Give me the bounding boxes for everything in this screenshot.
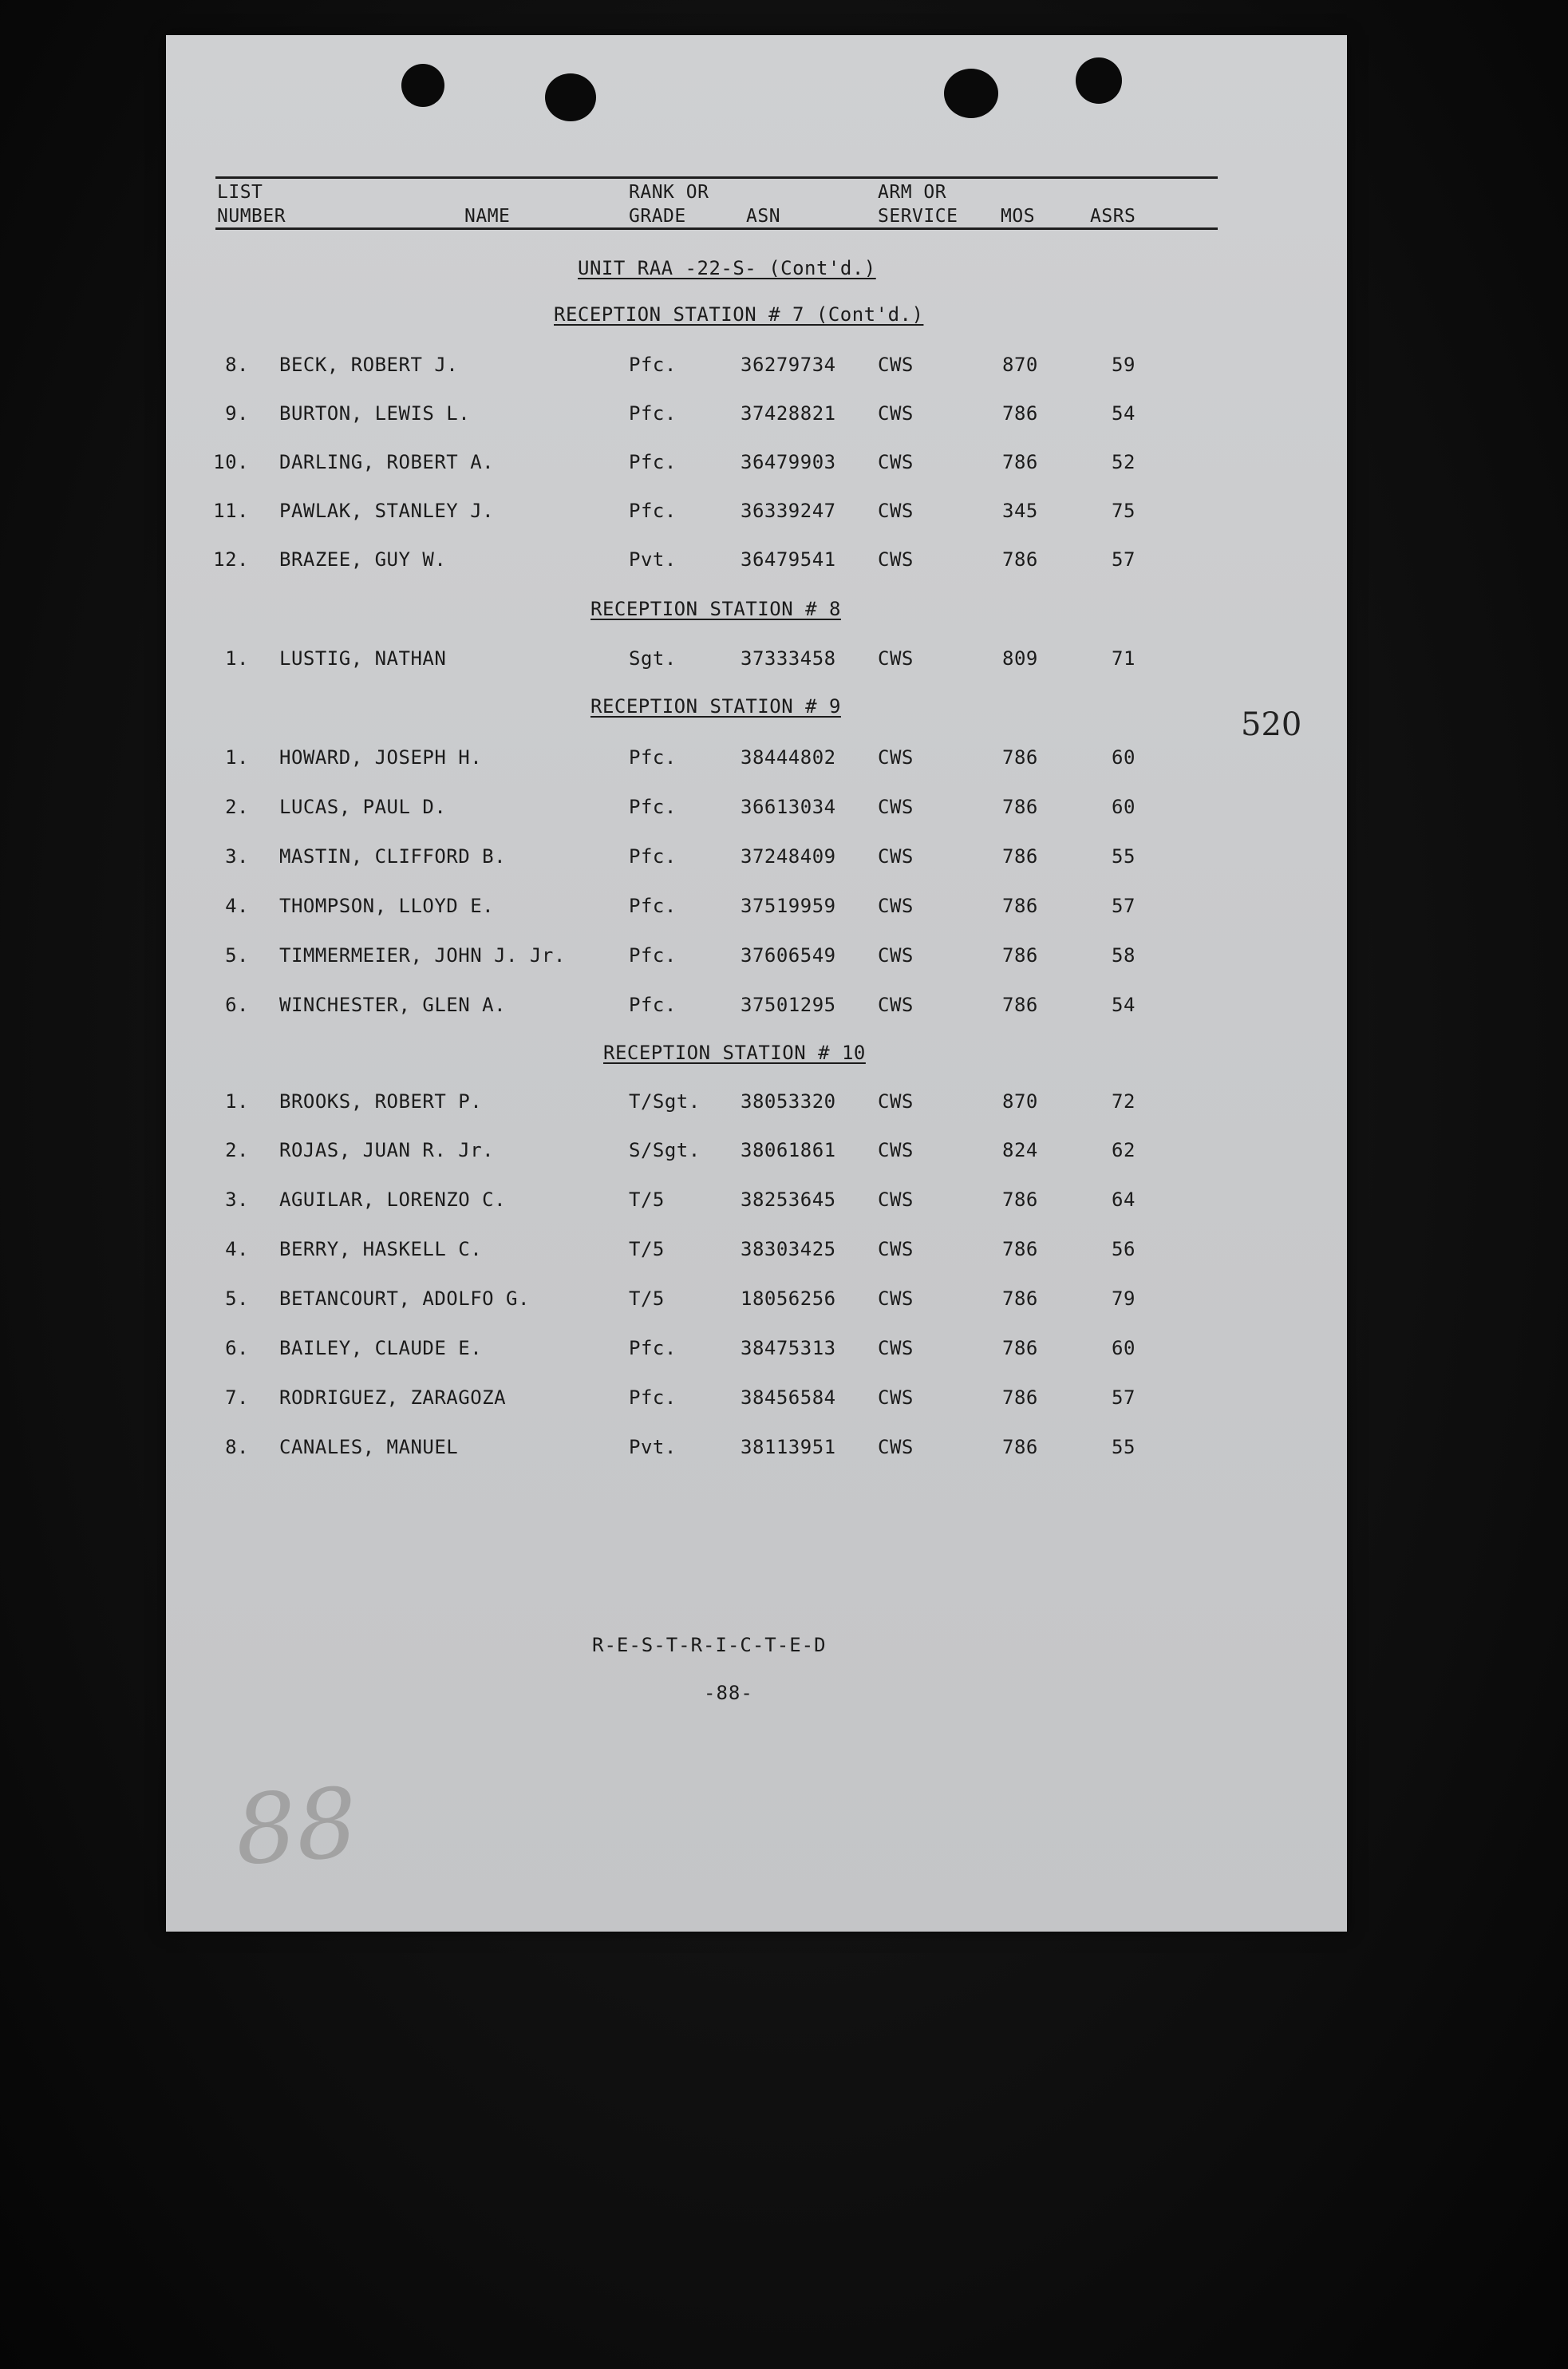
column-header-name: NAME <box>464 206 511 227</box>
service: CWS <box>878 500 914 522</box>
section-title: RECEPTION STATION # 9 <box>590 695 841 718</box>
list-number: 11. <box>213 500 249 522</box>
asrs: 57 <box>1112 895 1136 917</box>
asn: 37428821 <box>741 402 836 425</box>
service: CWS <box>878 1188 914 1211</box>
service: CWS <box>878 1386 914 1409</box>
asn: 37333458 <box>741 647 836 670</box>
person-name: BURTON, LEWIS L. <box>279 402 471 425</box>
header-top-rule <box>215 176 1218 179</box>
mos: 870 <box>1002 354 1038 376</box>
section-title: RECEPTION STATION # 7 (Cont'd.) <box>554 303 924 326</box>
grade: T/5 <box>629 1238 665 1260</box>
list-number: 4. <box>225 895 249 917</box>
person-name: BROOKS, ROBERT P. <box>279 1090 483 1113</box>
grade: Pfc. <box>629 746 677 769</box>
person-name: LUCAS, PAUL D. <box>279 796 447 818</box>
person-name: RODRIGUEZ, ZARAGOZA <box>279 1386 507 1409</box>
punch-hole <box>401 64 444 107</box>
asn: 37248409 <box>741 845 836 868</box>
list-number: 1. <box>225 1090 249 1113</box>
punch-hole <box>944 69 998 118</box>
grade: Pfc. <box>629 354 677 376</box>
service: CWS <box>878 1337 914 1359</box>
list-number: 8. <box>225 1436 249 1458</box>
section-title: RECEPTION STATION # 8 <box>590 598 841 620</box>
list-number: 3. <box>225 1188 249 1211</box>
service: CWS <box>878 354 914 376</box>
person-name: DARLING, ROBERT A. <box>279 451 495 473</box>
asn: 38113951 <box>741 1436 836 1458</box>
column-header-arm-2: SERVICE <box>878 206 958 227</box>
unit-title: UNIT RAA -22-S- (Cont'd.) <box>578 257 876 279</box>
asrs: 52 <box>1112 451 1136 473</box>
service: CWS <box>878 548 914 571</box>
grade: Pfc. <box>629 845 677 868</box>
mos: 786 <box>1002 451 1038 473</box>
person-name: BAILEY, CLAUDE E. <box>279 1337 483 1359</box>
grade: S/Sgt. <box>629 1139 701 1161</box>
classification-marking: R-E-S-T-R-I-C-T-E-D <box>592 1634 827 1656</box>
asn: 38061861 <box>741 1139 836 1161</box>
person-name: AGUILAR, LORENZO C. <box>279 1188 507 1211</box>
person-name: HOWARD, JOSEPH H. <box>279 746 483 769</box>
service: CWS <box>878 647 914 670</box>
mos: 786 <box>1002 1287 1038 1310</box>
column-header-rank-1: RANK OR <box>629 182 709 203</box>
column-header-rank-2: GRADE <box>629 206 686 227</box>
grade: Pfc. <box>629 500 677 522</box>
asn: 36339247 <box>741 500 836 522</box>
mos: 809 <box>1002 647 1038 670</box>
person-name: CANALES, MANUEL <box>279 1436 459 1458</box>
asn: 37501295 <box>741 994 836 1016</box>
person-name: LUSTIG, NATHAN <box>279 647 447 670</box>
list-number: 9. <box>225 402 249 425</box>
grade: Pfc. <box>629 796 677 818</box>
column-header-arm-1: ARM OR <box>878 182 947 203</box>
list-number: 6. <box>225 994 249 1016</box>
asn: 38303425 <box>741 1238 836 1260</box>
punch-hole <box>545 73 596 121</box>
grade: T/5 <box>629 1188 665 1211</box>
asn: 38444802 <box>741 746 836 769</box>
asrs: 60 <box>1112 796 1136 818</box>
mos: 786 <box>1002 1436 1038 1458</box>
asrs: 56 <box>1112 1238 1136 1260</box>
column-header-mos: MOS <box>1001 206 1036 227</box>
mos: 786 <box>1002 994 1038 1016</box>
asn: 36613034 <box>741 796 836 818</box>
grade: Pvt. <box>629 548 677 571</box>
asrs: 59 <box>1112 354 1136 376</box>
asrs: 79 <box>1112 1287 1136 1310</box>
list-number: 1. <box>225 746 249 769</box>
grade: Pfc. <box>629 451 677 473</box>
list-number: 10. <box>213 451 249 473</box>
asrs: 57 <box>1112 1386 1136 1409</box>
mos: 786 <box>1002 1386 1038 1409</box>
asn: 36279734 <box>741 354 836 376</box>
person-name: BETANCOURT, ADOLFO G. <box>279 1287 530 1310</box>
service: CWS <box>878 402 914 425</box>
person-name: ROJAS, JUAN R. Jr. <box>279 1139 495 1161</box>
asrs: 54 <box>1112 994 1136 1016</box>
list-number: 3. <box>225 845 249 868</box>
asrs: 75 <box>1112 500 1136 522</box>
person-name: TIMMERMEIER, JOHN J. Jr. <box>279 944 566 967</box>
service: CWS <box>878 895 914 917</box>
service: CWS <box>878 451 914 473</box>
mos: 786 <box>1002 895 1038 917</box>
asrs: 60 <box>1112 1337 1136 1359</box>
asrs: 72 <box>1112 1090 1136 1113</box>
service: CWS <box>878 845 914 868</box>
mos: 345 <box>1002 500 1038 522</box>
mos: 786 <box>1002 402 1038 425</box>
column-header-list-number-2: NUMBER <box>217 206 286 227</box>
service: CWS <box>878 944 914 967</box>
mos: 786 <box>1002 796 1038 818</box>
asrs: 64 <box>1112 1188 1136 1211</box>
list-number: 2. <box>225 796 249 818</box>
asn: 38475313 <box>741 1337 836 1359</box>
service: CWS <box>878 1287 914 1310</box>
grade: Pfc. <box>629 944 677 967</box>
asn: 38253645 <box>741 1188 836 1211</box>
list-number: 4. <box>225 1238 249 1260</box>
person-name: WINCHESTER, GLEN A. <box>279 994 507 1016</box>
person-name: BECK, ROBERT J. <box>279 354 459 376</box>
grade: Pvt. <box>629 1436 677 1458</box>
asn: 36479541 <box>741 548 836 571</box>
list-number: 12. <box>213 548 249 571</box>
column-header-asn: ASN <box>746 206 781 227</box>
service: CWS <box>878 1139 914 1161</box>
asrs: 54 <box>1112 402 1136 425</box>
service: CWS <box>878 746 914 769</box>
list-number: 5. <box>225 944 249 967</box>
asrs: 71 <box>1112 647 1136 670</box>
asrs: 57 <box>1112 548 1136 571</box>
list-number: 2. <box>225 1139 249 1161</box>
asn: 36479903 <box>741 451 836 473</box>
pencil-annotation: 88 <box>231 1767 361 1888</box>
list-number: 1. <box>225 647 249 670</box>
mos: 786 <box>1002 845 1038 868</box>
service: CWS <box>878 1238 914 1260</box>
grade: Pfc. <box>629 895 677 917</box>
header-bottom-rule <box>215 227 1218 230</box>
grade: Pfc. <box>629 994 677 1016</box>
column-header-asrs: ASRS <box>1090 206 1136 227</box>
person-name: BRAZEE, GUY W. <box>279 548 447 571</box>
grade: Pfc. <box>629 1386 677 1409</box>
grade: Sgt. <box>629 647 677 670</box>
mos: 870 <box>1002 1090 1038 1113</box>
person-name: MASTIN, CLIFFORD B. <box>279 845 507 868</box>
service: CWS <box>878 1090 914 1113</box>
page-number: -88- <box>704 1682 753 1704</box>
asn: 37606549 <box>741 944 836 967</box>
mos: 786 <box>1002 944 1038 967</box>
list-number: 8. <box>225 354 249 376</box>
grade: Pfc. <box>629 1337 677 1359</box>
section-title: RECEPTION STATION # 10 <box>603 1042 866 1064</box>
service: CWS <box>878 1436 914 1458</box>
asn: 18056256 <box>741 1287 836 1310</box>
asn: 38456584 <box>741 1386 836 1409</box>
mos: 786 <box>1002 1337 1038 1359</box>
person-name: PAWLAK, STANLEY J. <box>279 500 495 522</box>
mos: 786 <box>1002 746 1038 769</box>
asrs: 55 <box>1112 845 1136 868</box>
asn: 37519959 <box>741 895 836 917</box>
list-number: 7. <box>225 1386 249 1409</box>
mos: 786 <box>1002 548 1038 571</box>
asrs: 55 <box>1112 1436 1136 1458</box>
punch-hole <box>1076 57 1122 104</box>
asrs: 62 <box>1112 1139 1136 1161</box>
person-name: THOMPSON, LLOYD E. <box>279 895 495 917</box>
mos: 824 <box>1002 1139 1038 1161</box>
grade: T/5 <box>629 1287 665 1310</box>
grade: T/Sgt. <box>629 1090 701 1113</box>
asrs: 58 <box>1112 944 1136 967</box>
asn: 38053320 <box>741 1090 836 1113</box>
person-name: BERRY, HASKELL C. <box>279 1238 483 1260</box>
margin-stamp-number: 520 <box>1241 706 1302 743</box>
list-number: 5. <box>225 1287 249 1310</box>
grade: Pfc. <box>629 402 677 425</box>
list-number: 6. <box>225 1337 249 1359</box>
service: CWS <box>878 796 914 818</box>
mos: 786 <box>1002 1238 1038 1260</box>
column-header-list-number-1: LIST <box>217 182 263 203</box>
service: CWS <box>878 994 914 1016</box>
mos: 786 <box>1002 1188 1038 1211</box>
asrs: 60 <box>1112 746 1136 769</box>
